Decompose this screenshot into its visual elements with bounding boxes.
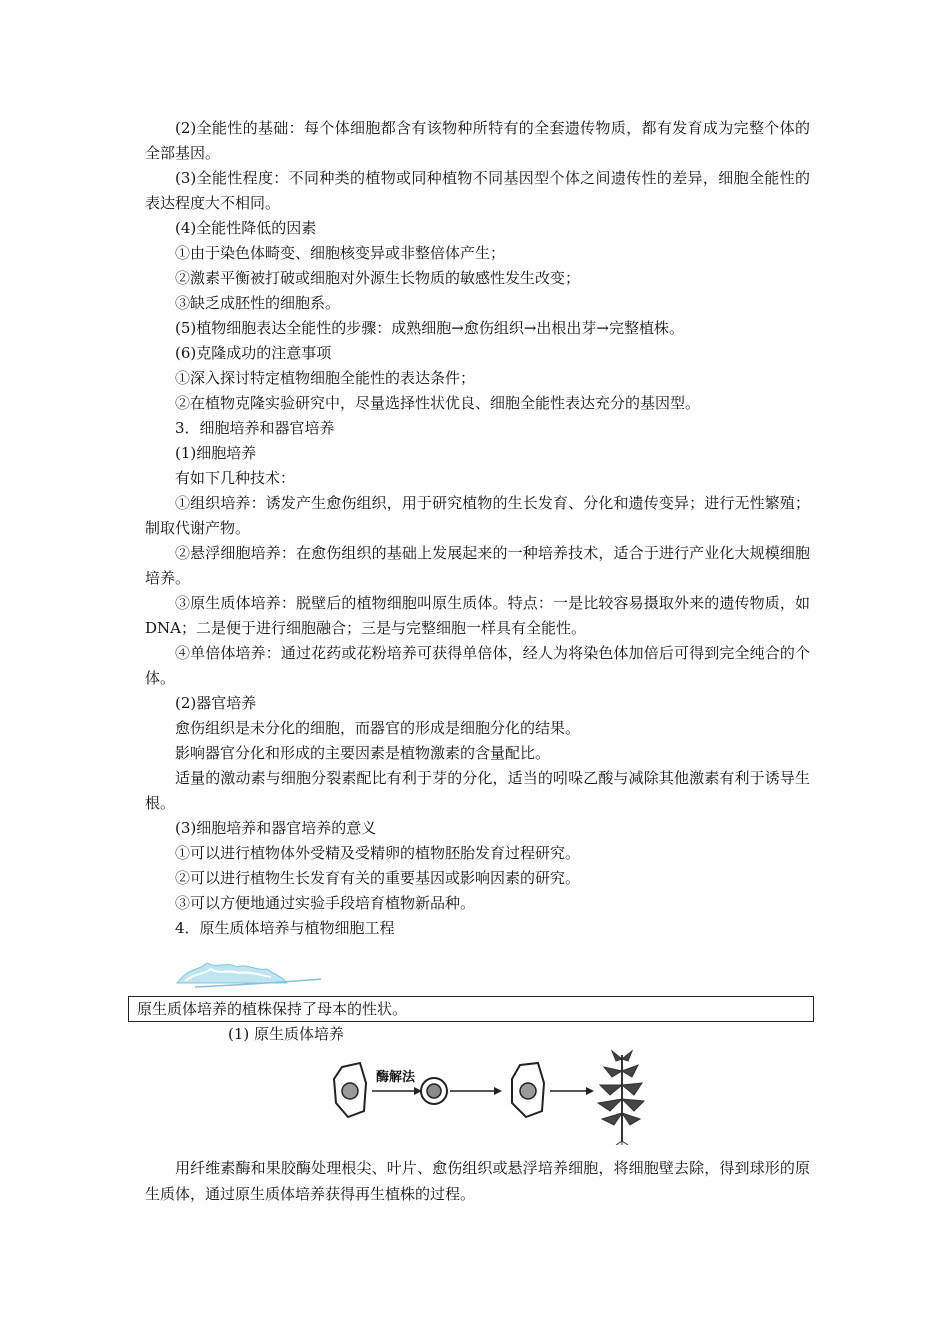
paragraph: ①由于染色体畸变、细胞核变异或非整倍体产生； [175, 244, 506, 262]
protoplast-icon [421, 1078, 447, 1104]
regenerated-plant-icon [598, 1051, 644, 1145]
paragraph: 4．原生质体培养与植物细胞工程 [175, 919, 395, 937]
note-box: 原生质体培养的植株保持了母本的性状。 [128, 996, 814, 1022]
paragraph: (3)细胞培养和器官培养的意义 [175, 819, 377, 837]
paragraph: (2)全能性的基础：每个体细胞都含有该物种所特有的全套遗传物质，都有发育成为完整个体的全部基因。 [145, 119, 810, 162]
subheading-protoplast-culture: (1) 原生质体培养 [228, 1025, 345, 1043]
enzyme-label: 酶解法 [376, 1070, 416, 1085]
paragraph: 有如下几种技术： [175, 469, 296, 487]
paragraph: ③缺乏成胚性的细胞系。 [175, 294, 341, 312]
section-banner-decoration [175, 957, 325, 991]
paragraph: (2)器官培养 [175, 694, 257, 712]
paragraph: (3)全能性程度：不同种类的植物或同种植物不同基因型个体之间遗传性的差异，细胞全能性的表达程度大不相同。 [145, 169, 810, 212]
protoplast-culture-diagram [330, 1045, 650, 1145]
paragraph: ③可以方便地通过实验手段培育植物新品种。 [175, 894, 476, 912]
paragraph: ①深入探讨特定植物细胞全能性的表达条件； [175, 369, 476, 387]
paragraph: (5)植物细胞表达全能性的步骤：成熟细胞→愈伤组织→出根出芽→完整植株。 [175, 319, 684, 337]
paragraph: ①可以进行植物体外受精及受精卵的植物胚胎发育过程研究。 [175, 844, 581, 862]
paragraph: 3．细胞培养和器官培养 [175, 419, 335, 437]
paragraph: ③原生质体培养：脱壁后的植物细胞叫原生质体。特点：一是比较容易摄取外来的遗传物质，如DNA；二是便于进行细胞融合；三是与完整细胞一样具有全能性。 [145, 594, 810, 637]
paragraph: ②可以进行植物生长发育有关的重要基因或影响因素的研究。 [175, 869, 581, 887]
final-paragraph: 用纤维素酶和果胶酶处理根尖、叶片、愈伤组织或悬浮培养细胞，将细胞壁去除，得到球形的原生质体，通过原生质体培养获得再生植株的过程。 [145, 1159, 810, 1203]
paragraph: 影响器官分化和形成的主要因素是植物激素的含量配比。 [175, 744, 551, 762]
paragraph: (1)细胞培养 [175, 444, 257, 462]
paragraph: ①组织培养：诱发产生愈伤组织，用于研究植物的生长发育、分化和遗传变异；进行无性繁殖；制取代谢产物。 [145, 494, 810, 537]
paragraph: 适量的激动素与细胞分裂素配比有利于芽的分化，适当的吲哚乙酸与减除其他激素有利于诱导生根。 [145, 769, 810, 812]
paragraph: ②在植物克隆实验研究中，尽量选择性状优良、细胞全能性表达充分的基因型。 [175, 394, 701, 412]
paragraph: ④单倍体培养：通过花药或花粉培养可获得单倍体，经人为将染色体加倍后可得到完全纯合的个体。 [145, 644, 810, 687]
paragraph: ②悬浮细胞培养：在愈伤组织的基础上发展起来的一种培养技术，适合于进行产业化大规模细胞培养。 [145, 544, 810, 587]
paragraph: (6)克隆成功的注意事项 [175, 344, 332, 362]
paragraph: 愈伤组织是未分化的细胞，而器官的形成是细胞分化的结果。 [175, 719, 581, 737]
regenerated-cell-icon [512, 1063, 544, 1117]
final-paragraph-block [145, 1155, 810, 1207]
main-text [145, 116, 810, 941]
paragraph: ②激素平衡被打破或细胞对外源生长物质的敏感性发生改变； [175, 269, 581, 287]
paragraph: (4)全能性降低的因素 [175, 219, 317, 237]
plant-cell-icon [334, 1063, 366, 1117]
